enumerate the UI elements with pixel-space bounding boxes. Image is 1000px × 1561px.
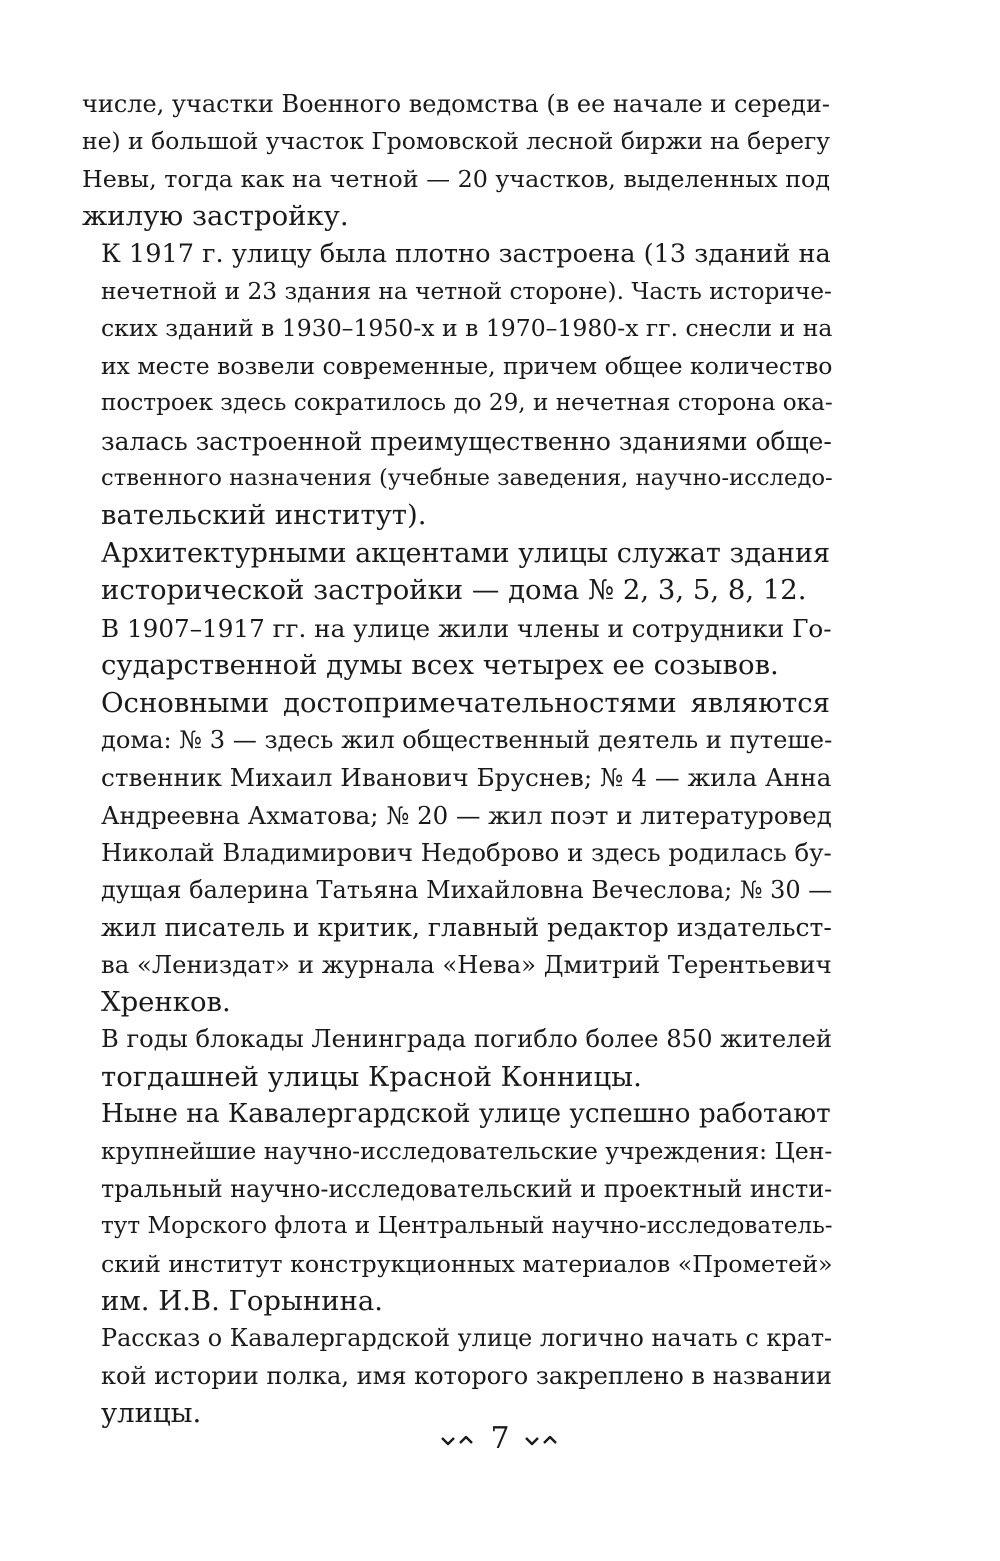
text-line: ственник Михаил Иванович Бруснев; № 4 — жила Анна	[101, 763, 832, 793]
page-footer	[0, 1418, 1000, 1459]
text-line: Рассказ о Кавалергардской улице логично начать с крат-	[101, 1324, 833, 1353]
text-line: им. И.В. Горынина.	[101, 1285, 383, 1317]
text-line: Николай Владимирович Недоброво и здесь родилась бу-	[101, 838, 832, 868]
text-line: ственного назначения (учебные заведения, научно-исследо-	[101, 465, 833, 492]
text-line: нечетной и 23 здания на четной стороне). Часть историче-	[101, 278, 832, 306]
text-line: исторической застройки — дома № 2, 3, 5, 8, 12.	[101, 574, 807, 607]
paragraph	[82, 610, 830, 685]
paragraph	[82, 1096, 833, 1320]
text-line: Ныне на Кавалергардской улице успешно работают	[101, 1098, 831, 1129]
text-line: Основными достопримечательностями являются	[101, 686, 830, 719]
paragraph	[82, 86, 830, 236]
text-line: В годы блокады Ленинграда погибло более 850 жителей	[101, 1025, 833, 1054]
paragraph	[82, 236, 833, 535]
text-line: сударственной думы всех четырех ее созывов.	[101, 649, 779, 682]
paragraph	[82, 685, 833, 1022]
text-line: ва «Лениздат» и журнала «Нева» Дмитрий Терентьевич	[101, 950, 832, 980]
text-line: Хренков.	[101, 985, 231, 1018]
text-line: построек здесь сократилось до 29, и нечетная сторона ока-	[101, 390, 833, 417]
page-number: 7	[490, 1421, 510, 1456]
text-line: ских зданий в 1930–1950-х и в 1970–1980-х гг. снесли и на	[101, 314, 833, 343]
text-line: тральный научно-исследовательский и проектный инсти-	[101, 1174, 833, 1203]
text-line: тогдашней улицы Красной Конницы.	[101, 1060, 642, 1093]
text-line: залась застроенной преимущественно зданиями обще-	[101, 426, 832, 456]
body-text	[82, 86, 833, 1433]
text-line: Архитектурными акцентами улицы служат здания	[101, 537, 830, 569]
paragraph	[82, 1320, 833, 1432]
text-line: Андреевна Ахматова; № 20 — жил поэт и литературовед	[101, 800, 832, 830]
text-line: их месте возвели современные, причем общее количество	[101, 351, 833, 380]
text-line: тут Морского флота и Центральный научно-исследователь-	[101, 1213, 833, 1240]
text-line: числе, участки Военного ведомства (в ее начале и середи-	[82, 90, 830, 118]
text-line: крупнейшие научно-исследовательские учреждения: Цен-	[101, 1137, 833, 1166]
text-line: жил писатель и критик, главный редактор издательст-	[101, 912, 832, 942]
paragraph	[82, 535, 830, 610]
text-line: дома: № 3 — здесь жил общественный деятель и путеше-	[101, 725, 833, 754]
text-line: К 1917 г. улицу была плотно застроена (13 зданий на	[101, 238, 831, 269]
text-line: вательский институт).	[101, 499, 427, 532]
ornament-right-icon	[518, 1429, 562, 1449]
paragraph	[82, 1021, 833, 1096]
text-line: не) и большой участок Громовской лесной биржи на берегу	[82, 127, 830, 156]
text-line: дущая балерина Татьяна Михайловна Вечеслова; № 30 —	[101, 875, 833, 904]
text-line: ский институт конструкционных материалов «Прометей»	[101, 1249, 833, 1278]
text-line: Невы, тогда как на четной — 20 участков, выделенных под	[82, 164, 830, 193]
text-line: жилую застройку.	[82, 200, 349, 233]
text-line: В 1907–1917 гг. на улице жили члены и сотрудники Го-	[101, 613, 832, 643]
ornament-left-icon	[438, 1429, 482, 1449]
text-line: улицы.	[101, 1397, 202, 1430]
text-line: кой истории полка, имя которого закреплено в названии	[101, 1361, 832, 1390]
